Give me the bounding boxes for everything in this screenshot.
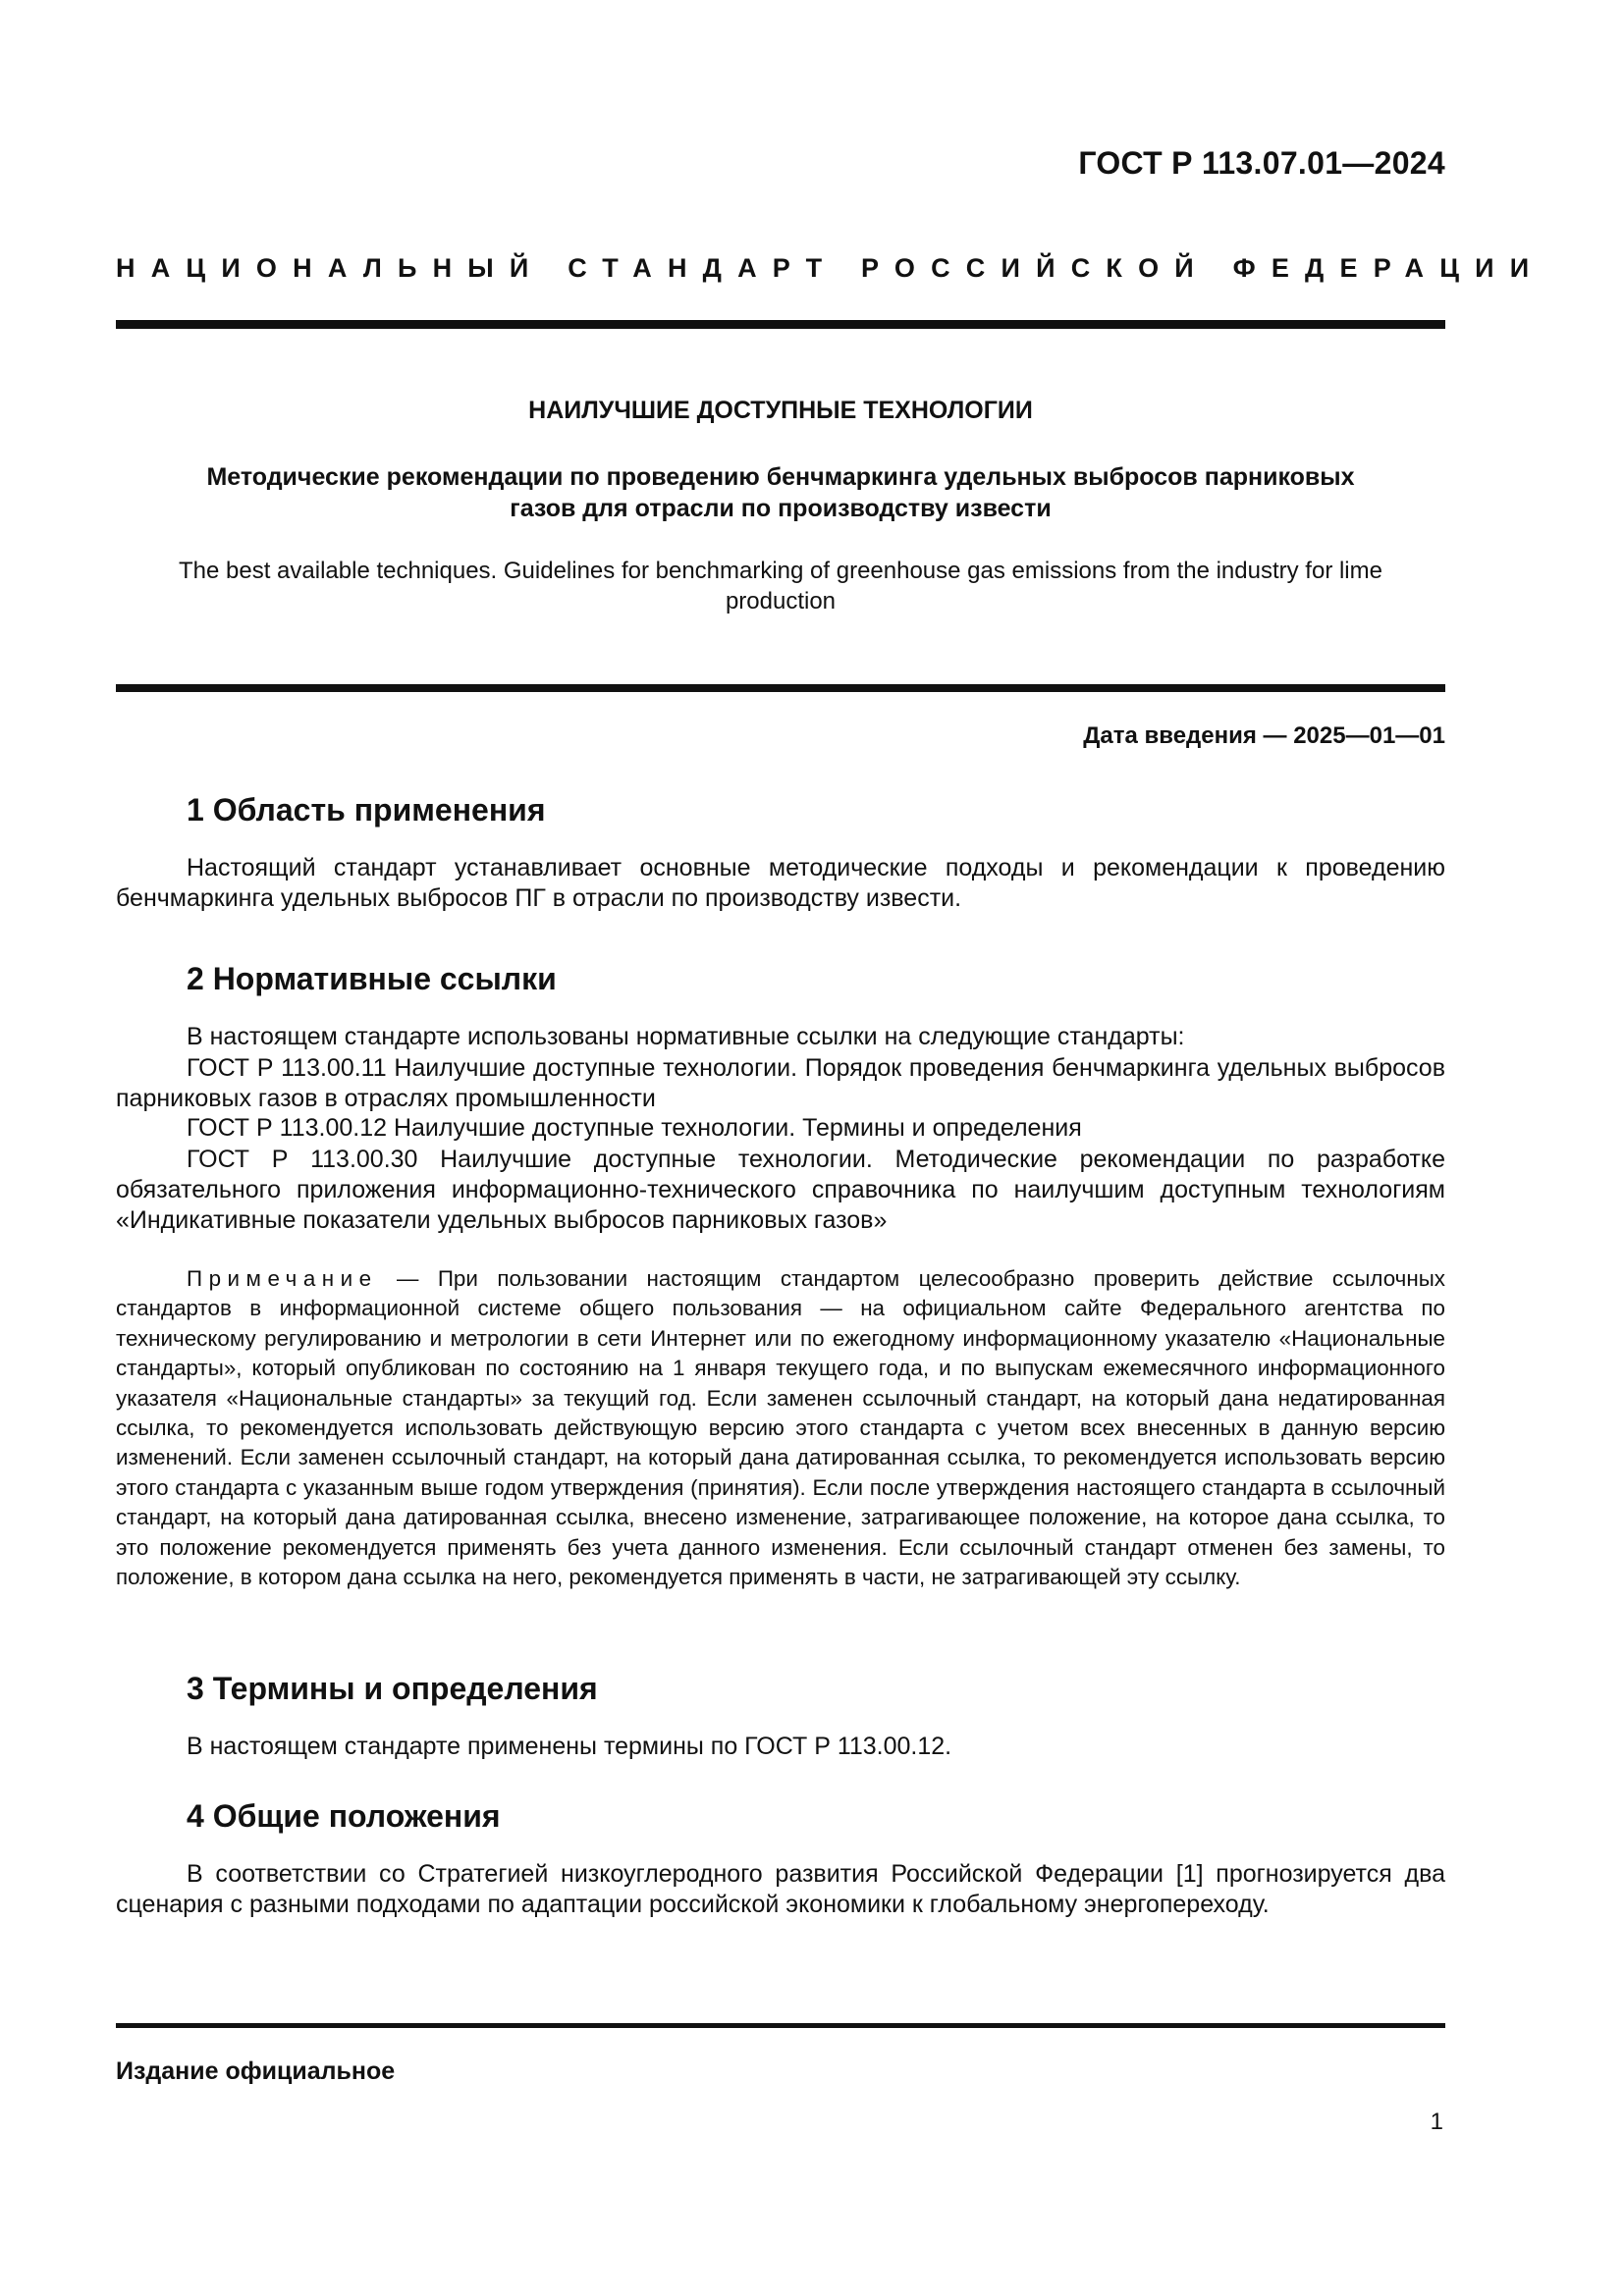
page-number: 1 xyxy=(1430,2109,1443,2135)
document-subtitle xyxy=(116,461,1445,524)
reference-2: ГОСТ Р 113.00.12 Наилучшие доступные технологии. Термины и определения xyxy=(187,1114,1082,1142)
note-label: Примечание xyxy=(187,1266,378,1291)
introduction-date: Дата введения — 2025—01—01 xyxy=(1083,722,1445,749)
english-title-line-1: The best available techniques. Guidelines for benchmarking of greenhouse gas emissions from the industry for lime xyxy=(179,558,1382,584)
english-title-line-2: production xyxy=(725,588,837,614)
section-1-text: Настоящий стандарт устанавливает основные методические подходы и рекомендации к проведению бенчмаркинга удельных выбросов ПГ в отрасли по производству извести. xyxy=(116,854,1445,912)
section-2-intro: В настоящем стандарте использованы нормативные ссылки на следующие стандарты: xyxy=(187,1023,1185,1050)
official-edition-label: Издание официальное xyxy=(116,2057,396,2085)
reference-1-text: ГОСТ Р 113.00.11 Наилучшие доступные технологии. Порядок проведения бенчмаркинга удельных выбросов парниковых газов в отраслях промышленности xyxy=(116,1054,1445,1112)
document-title: НАИЛУЧШИЕ ДОСТУПНЫЕ ТЕХНОЛОГИИ xyxy=(528,397,1033,424)
reference-1 xyxy=(116,1053,1445,1114)
section-3-heading: 3 Термины и определения xyxy=(187,1671,598,1706)
section-1-heading: 1 Область применения xyxy=(187,792,546,828)
top-divider xyxy=(116,320,1445,329)
reference-3-text: ГОСТ Р 113.00.30 Наилучшие доступные технологии. Методические рекомендации по разработке обязательного приложения информационно-технического справочника по наилучшим доступным технологиям «Индикативные показатели удельных выбросов парниковых газов» xyxy=(116,1146,1445,1234)
section-2-note xyxy=(116,1264,1445,1592)
note-text: — При пользовании настоящим стандартом целесообразно проверить действие ссылочных стандартов в информационной системе общего пользования — на официальном сайте Федерального агентства по техническому регулированию и метрологии в сети Интернет или по ежегодному информационному указателю «Национальные стандарты», который опубликован по состоянию на 1 января текущего года, и по выпускам ежемесячного информационного указателя «Национальные стандарты» за текущий год. Если заменен ссылочный стандарт, на который дана недатированная ссылка, то рекомендуется использовать действующую версию этого стандарта с учетом всех внесенных в данную версию изменений. Если заменен ссылочный стандарт, на который дана датированная ссылка, то рекомендуется использовать версию этого стандарта с указанным выше годом утверждения (принятия). Если после утверждения настоящего стандарта в ссылочный стандарт, на который дана датированная ссылка, внесено изменение, затрагивающее положение, на которое дана ссылка, то это положение рекомендуется применять без учета данного изменения. Если ссылочный стандарт отменен без замены, то положение, в котором дана ссылка на него, рекомендуется применять в части, не затрагивающей эту ссылку. xyxy=(116,1266,1445,1590)
section-4-text: В соответствии со Стратегией низкоуглеродного развития Российской Федерации [1] прогнозируется два сценария с разными подходами по адаптации российской экономики к глобальному энергопереходу. xyxy=(116,1860,1445,1918)
section-3-text: В настоящем стандарте применены термины по ГОСТ Р 113.00.12. xyxy=(187,1733,952,1760)
section-1-paragraph xyxy=(116,853,1445,914)
document-number: ГОСТ Р 113.07.01—2024 xyxy=(1078,145,1445,181)
section-4-paragraph xyxy=(116,1859,1445,1920)
reference-3 xyxy=(116,1145,1445,1236)
section-4-heading: 4 Общие положения xyxy=(187,1798,501,1834)
subtitle-line-1: Методические рекомендации по проведению бенчмаркинга удельных выбросов парниковых xyxy=(206,463,1355,491)
footer-divider xyxy=(116,2023,1445,2028)
english-title xyxy=(116,556,1445,616)
subtitle-line-2: газов для отрасли по производству извести xyxy=(510,495,1052,522)
section-2-heading: 2 Нормативные ссылки xyxy=(187,961,557,996)
national-standard-banner: НАЦИОНАЛЬНЫЙ СТАНДАРТ РОССИЙСКОЙ ФЕДЕРАЦИИ xyxy=(116,253,1545,283)
title-divider xyxy=(116,684,1445,692)
